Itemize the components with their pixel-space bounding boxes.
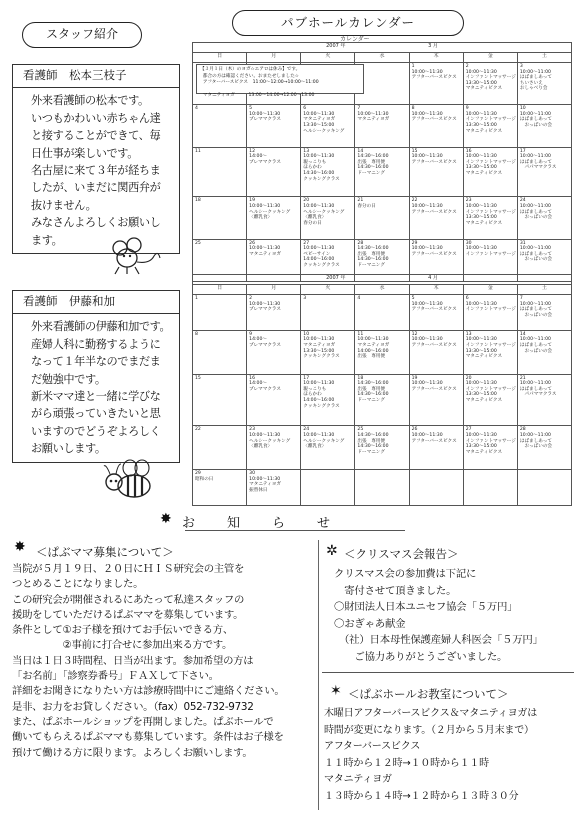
staff-card-matsumoto (12, 64, 180, 254)
staff-heading: スタッフ紹介 (22, 22, 142, 48)
day-cell: 16 10:00～11:30 インファントマッサージ 13:30～15:00 マタニティビクス (463, 147, 517, 197)
day-cell: 4 (355, 295, 409, 331)
day-cell: 2 10:00～11:30 インファントマッサージ 13:30～15:00 マタニティビクス (463, 63, 517, 105)
day-cell: 6 10:00～11:30 マタニティヨガ 13:30～15:00 ヘルシークッキング (301, 105, 355, 147)
star-icon: ✲ (326, 543, 338, 559)
day-cell: 30 10:00～11:30 マタニティヨガ 振替休日 (247, 470, 301, 506)
day-cell: 7 10:00～11:30 マタニティヨガ (355, 105, 409, 147)
day-cell: 16 14:00～ プレママクラス (247, 374, 301, 426)
day-cell: 15 (193, 374, 247, 426)
notice-title-char: お (182, 516, 196, 531)
mouse-icon (106, 236, 162, 276)
day-cell: 31 10:00～11:00 はぱましあって おっぱいの会 (517, 239, 571, 281)
day-cell: 9 14:00～ プレママクラス (247, 330, 301, 374)
calendar-tab-label: カレンダー (340, 36, 370, 43)
staff-name: 看護師 伊藤和加 (13, 291, 179, 314)
day-cell: 27 10:00～11:30 インファントマッサージ 13:30～15:00 マタニティビクス (463, 426, 517, 470)
weekday-tue: 火 (301, 285, 355, 295)
star-icon: ✶ (330, 683, 342, 699)
day-cell: 14 14:30～16:00 出張 専用便 14:30～16:00 ドーマニング (355, 147, 409, 197)
weekday-thu: 木 (409, 53, 463, 63)
day-cell: 23 10:00～11:30 ヘルシークッキング 〈離乳食〉 (247, 426, 301, 470)
day-cell: 17 10:00～11:00 はぱましあって パパママクラス (517, 147, 571, 197)
day-cell: 27 10:00～11:30 ベビーサイン 14:00～16:00 クッキングクラス (301, 239, 355, 281)
day-cell: 11 (193, 147, 247, 197)
xmas-heading: ＜クリスマス会報告＞ (344, 547, 459, 561)
day-cell: 14 10:00～11:00 はぱましあって おっぱいの会 (517, 330, 571, 374)
day-cell: 9 10:00～11:30 インファントマッサージ 13:30～15:00 マタニティビクス (463, 105, 517, 147)
day-cell: 8 (193, 330, 247, 374)
weekday-mon: 月 (247, 285, 301, 295)
day-cell: 5 10:00～11:30 アフターバースビクス (409, 295, 463, 331)
recruit-text: 当院が５月１９日、２０日にＨＩＳ研究会の主管を つとめることになりました。 この研究会が開催されるにあたって私達スタッフの 援助をしていただけるぱぶママを募集しています。 条件として①お子様を預けてお手伝いできる方、 ②事前に打合せに参加出来る方です。 当日は１日３時間程、日当が出ます。参加希望の方は 「お名前」「診察券番号」ＦＡＸして下さい。 詳細をお聞きになりたい方は診療時間中にご連絡ください。 是非、お力をお貸しください。（fax）052-732-9732 また、ぱぶホールショップを再開しました。ぱぶホールで 働いてもらえるぱぶママも募集しています。条件はお子様を 預けて働ける方に限ります。よろしくお願いします。 (12, 563, 285, 759)
notice-title-char: 知 (227, 516, 241, 531)
month-header: 2007 年 4 月 (193, 275, 572, 285)
day-cell: 13 10:00～11:30 親っこりも ほらかわ 14:30～16:00 クッキングクラス (301, 147, 355, 197)
xmas-text: クリスマス会の参加費は下記に 寄付させて頂きました。 〇財団法人日本ユニセフ協会「５万円」 〇おぎゃあ献金 （社）日本母性保護産婦人科医会「５万円」 ご協力ありがとうございました。 (334, 568, 543, 663)
day-cell: 13 10:00～11:30 インファントマッサージ 13:30～15:00 マタニティビクス (463, 330, 517, 374)
day-cell: 4 (193, 105, 247, 147)
weekday-sat: 土 (517, 285, 571, 295)
day-cell: 10 10:00～11:00 はぱましあって おっぱいの会 (517, 105, 571, 147)
bee-icon (100, 456, 160, 502)
day-cell: 25 14:30～16:00 出張 専用便 14:30～16:00 ドーマニング (355, 426, 409, 470)
day-cell: 1 (193, 295, 247, 331)
calendar-april (192, 274, 572, 506)
day-cell: 7 10:00～11:00 はぱましあって おっぱいの会 (517, 295, 571, 331)
day-cell: 18 14:30～16:00 出張 専用便 14:30～16:00 ドーマニング (355, 374, 409, 426)
day-cell: 26 10:00～11:30 マタニティヨガ (247, 239, 301, 281)
day-cell: 8 10:00～11:30 アフターバースビクス (409, 105, 463, 147)
day-cell (409, 470, 463, 506)
day-cell: 29 昭和の日 (193, 470, 247, 506)
staff-card-ito (12, 290, 180, 463)
day-cell: 21 春分の日 (355, 197, 409, 239)
day-cell: 22 10:00～11:30 アフターバースビクス (409, 197, 463, 239)
day-cell: 30 10:00～11:30 インファントマッサージ (463, 239, 517, 281)
weekday-sun: 日 (193, 285, 247, 295)
day-cell: 11 10:00～11:30 マタニティヨガ 14:00～16:00 出張 専用便 (355, 330, 409, 374)
day-cell: 18 (193, 197, 247, 239)
day-cell: 22 (193, 426, 247, 470)
weekday-fri: 金 (463, 285, 517, 295)
day-cell: 2 10:00～11:30 プレママクラス (247, 295, 301, 331)
day-cell: 19 10:00～11:30 アフターバースビクス (409, 374, 463, 426)
day-cell: 17 10:00～11:30 親っこりも ほらかわ 14:00～16:00 クッキングクラス (301, 374, 355, 426)
weekday-wed: 水 (355, 285, 409, 295)
day-cell (301, 470, 355, 506)
staff-text: 外来看護師の松本です。 いつもかわいい赤ちゃん達 と接することができて、毎 日仕事が楽しいです。 名古屋に来て３年が経ちま したが、いまだに関西弁が 抜けません。 みなさんよろしくお願いし ます。 (31, 94, 161, 247)
day-cell: 1 10:00～11:30 アフターバースビクス (409, 63, 463, 105)
day-cell: 28 14:30～16:00 出張 専用便 14:30～16:00 ドーマニング (355, 239, 409, 281)
weekday-fri: 金 (463, 53, 517, 63)
day-cell: 20 10:00～11:30 インファントマッサージ 13:30～15:00 マタニティビクス (463, 374, 517, 426)
day-cell: 5 10:00～11:30 プレママクラス (247, 105, 301, 147)
star-icon: ✸ (14, 539, 26, 555)
calendar-title: パブホールカレンダー (232, 10, 464, 36)
day-cell: 21 10:00～11:00 はぱましあって パパママクラス (517, 374, 571, 426)
notice-underline (185, 530, 405, 531)
notice-title-char: ら (272, 516, 286, 531)
column-divider (318, 540, 319, 810)
day-cell: 24 10:00～11:30 ヘルシークッキング 〈離乳食〉 (301, 426, 355, 470)
day-cell: 10 10:00～11:30 マタニティヨガ 13:30～15:00 クッキングクラス (301, 330, 355, 374)
day-cell: 12 14:00～ プレママクラス (247, 147, 301, 197)
day-cell: 29 10:00～11:30 アフターバースビクス (409, 239, 463, 281)
day-cell (517, 470, 571, 506)
day-cell: 28 10:00～11:00 はぱましあって おっぱいの会 (517, 426, 571, 470)
day-cell: 6 10:00～11:30 インファントマッサージ (463, 295, 517, 331)
day-cell (463, 470, 517, 506)
weekday-thu: 木 (409, 285, 463, 295)
staff-name: 看護師 松本三枝子 (13, 65, 179, 88)
day-cell: 25 (193, 239, 247, 281)
day-cell (355, 470, 409, 506)
day-cell: 19 10:00～11:30 ヘルシークッキング 〈離乳食〉 (247, 197, 301, 239)
weekday-sun: 日 (193, 53, 247, 63)
recruit-heading: ＜ぱぶママ募集について＞ (36, 545, 174, 559)
weekday-wed: 水 (355, 53, 409, 63)
class-text: 木曜日アフターバースビクス＆マタニティヨガは 時間が変更になります。（２月から５月末まで） アフターバースビクス １１時から１２時→１０時から１１時 マタニティヨガ １３時から１４時→１２時から１３時３０分 (324, 708, 537, 802)
day-cell: 23 10:00～11:30 インファントマッサージ 13:30～15:00 マタニティビクス (463, 197, 517, 239)
day-cell: 20 10:00～11:30 ヘルシークッキング 〈離乳食〉 春分の日 (301, 197, 355, 239)
day-cell: 24 10:00～11:00 はぱましあって おっぱいの会 (517, 197, 571, 239)
calendar-note: 【３月１日（木）のヨガ☆エアロは休み】です。 都合の方は確認ください。おまたせしました☆ アフターバースビクス 11:00～12:00→10:00～11:00 マタニティヨガ 13:00～14:00→12:00～13:00 (196, 64, 364, 94)
day-cell: 3 10:00～11:00 はぱましあって ちいさいえ おしゃべり会 (517, 63, 571, 105)
section-divider (322, 672, 574, 673)
notice-title (182, 512, 362, 531)
star-icon: ✸ (160, 511, 172, 527)
class-heading: ＜ぱぶホールお教室について＞ (348, 687, 509, 701)
day-cell: 12 10:00～11:30 アフターバースビクス (409, 330, 463, 374)
day-cell: 3 (301, 295, 355, 331)
notice-title-char: せ (317, 516, 331, 531)
day-cell: 15 10:00～11:30 アフターバースビクス (409, 147, 463, 197)
weekday-sat: 土 (517, 53, 571, 63)
weekday-mon: 月 (247, 53, 301, 63)
staff-text: 外来看護師の伊藤和加です。 産婦人科に勤務するように なって１年半なのでまだま だ勉強中です。 新米ママ達と一緒に学びな がら頑張っていきたいと思 いますのでどうぞよろしく お願いします。 (31, 320, 171, 456)
weekday-tue: 火 (301, 53, 355, 63)
month-header: 2007 年 3 月 (193, 43, 572, 53)
day-cell: 26 10:00～11:30 アフターバースビクス (409, 426, 463, 470)
